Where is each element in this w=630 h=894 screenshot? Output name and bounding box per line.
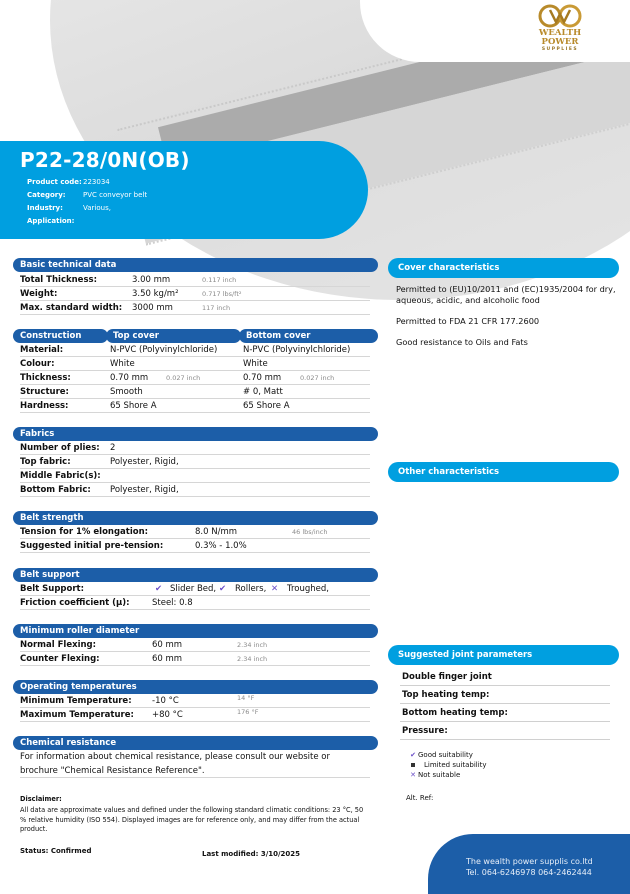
row-imperial: 0.117 inch xyxy=(202,276,237,284)
construction-table xyxy=(20,343,370,413)
section-belt-strength: Belt strength xyxy=(13,511,378,525)
company-name: The wealth power supplis co.ltd xyxy=(466,857,593,866)
row-imperial: 14 °F xyxy=(237,694,255,702)
row-label: Suggested initial pre-tension: xyxy=(20,541,164,551)
row-imperial: 2.34 inch xyxy=(237,641,268,649)
alt-ref: Alt. Ref: xyxy=(406,794,434,802)
table-row xyxy=(20,708,370,722)
row-label: Thickness: xyxy=(20,373,71,383)
disclaimer-heading: Disclaimer: xyxy=(20,795,62,803)
brand-name: WEALTH POWER xyxy=(538,28,582,47)
bottom-value: 0.70 mm xyxy=(243,373,282,383)
row-value: Polyester, Rigid, xyxy=(110,485,179,495)
row-label: Minimum Temperature: xyxy=(20,696,132,706)
legend-not: Not suitable xyxy=(418,771,461,779)
section-top-cover: Top cover xyxy=(106,329,241,343)
support-slider-bed: Slider Bed, xyxy=(170,584,217,594)
joint-row: Double finger joint xyxy=(400,668,610,686)
row-label: Tension for 1% elongation: xyxy=(20,527,149,537)
row-label: Structure: xyxy=(20,387,69,397)
table-row xyxy=(20,525,370,539)
cover-paragraph: Permitted to FDA 21 CFR 177.2600 xyxy=(396,316,540,326)
table-row xyxy=(20,301,370,315)
chemical-text-line: For information about chemical resistance, please consult our website or xyxy=(20,752,330,762)
row-label: Maximum Temperature: xyxy=(20,710,134,720)
check-icon: ✔ xyxy=(155,584,163,594)
table-row xyxy=(20,694,370,708)
section-fabrics: Fabrics xyxy=(13,427,378,441)
table-row xyxy=(20,385,370,399)
suitability-legend xyxy=(408,750,487,780)
industry-value: Various, xyxy=(83,204,111,212)
disclaimer xyxy=(20,795,370,835)
row-label: Friction coefficient (μ): xyxy=(20,598,130,608)
category-value: PVC conveyor belt xyxy=(83,191,148,199)
support-rollers: Rollers, xyxy=(235,584,267,594)
row-value: 3000 mm xyxy=(132,303,173,313)
chemical-line-2 xyxy=(20,764,370,778)
top-imperial: 0.027 inch xyxy=(166,374,201,382)
row-label: Total Thickness: xyxy=(20,275,97,285)
section-bottom-cover: Bottom cover xyxy=(239,329,378,343)
row-label: Middle Fabric(s): xyxy=(20,471,101,481)
product-header xyxy=(0,141,368,239)
chemical-text xyxy=(20,750,370,778)
product-title: P22-28/0N(OB) xyxy=(20,148,190,172)
row-value: 60 mm xyxy=(152,654,183,664)
joint-row: Pressure: xyxy=(400,722,610,740)
logo-mark-icon xyxy=(538,4,582,28)
table-row xyxy=(20,357,370,371)
table-row xyxy=(20,652,370,666)
joint-table xyxy=(400,668,610,740)
company-phone: Tel. 064-6246978 064-2462444 xyxy=(466,868,592,877)
brand-logo xyxy=(520,4,600,53)
table-row xyxy=(20,596,370,610)
table-row xyxy=(20,273,370,287)
cover-paragraph: Permitted to (EU)10/2011 and (EC)1935/2004 for dry, aqueous, acidic, and alcoholic food xyxy=(396,284,616,305)
section-minimum-roller-diameter: Minimum roller diameter xyxy=(13,624,378,638)
strength-table xyxy=(20,525,370,553)
row-label: Normal Flexing: xyxy=(20,640,97,650)
top-value: 0.70 mm xyxy=(110,373,149,383)
row-label: Colour: xyxy=(20,359,55,369)
footer-contact xyxy=(428,834,630,894)
row-imperial: 2.34 inch xyxy=(237,655,268,663)
fabrics-table xyxy=(20,441,370,497)
industry-label: Industry: xyxy=(27,204,63,212)
row-value: 0.3% - 1.0% xyxy=(195,541,247,551)
row-label: Weight: xyxy=(20,289,58,299)
top-value: White xyxy=(110,359,135,369)
row-label: Hardness: xyxy=(20,401,69,411)
last-modified: Last modified: 3/10/2025 xyxy=(202,850,301,858)
check-icon: ✔ xyxy=(219,584,227,594)
table-row xyxy=(20,287,370,301)
temps-table xyxy=(20,694,370,722)
joint-row: Top heating temp: xyxy=(400,686,610,704)
section-belt-support: Belt support xyxy=(13,568,378,582)
top-value: N-PVC (Polyvinylchloride) xyxy=(110,345,218,355)
row-imperial: 176 °F xyxy=(237,708,259,716)
product-code-value: 223034 xyxy=(83,178,110,186)
row-value: Steel: 0.8 xyxy=(152,598,193,608)
row-label: Bottom Fabric: xyxy=(20,485,91,495)
roller-table xyxy=(20,638,370,666)
product-meta xyxy=(27,176,147,228)
table-row xyxy=(20,343,370,357)
category-label: Category: xyxy=(27,191,66,199)
bottom-imperial: 0.027 inch xyxy=(300,374,335,382)
section-suggested-joint-parameters: Suggested joint parameters xyxy=(388,645,619,665)
row-label: Belt Support: xyxy=(20,584,85,594)
top-value: 65 Shore A xyxy=(110,401,157,411)
row-value: -10 °C xyxy=(152,696,179,706)
table-row xyxy=(20,441,370,455)
table-row xyxy=(20,483,370,497)
section-other-characteristics: Other characteristics xyxy=(388,462,619,482)
status-text: Status: Confirmed xyxy=(20,847,92,855)
support-table xyxy=(20,582,370,610)
basic-table xyxy=(20,273,370,315)
table-row xyxy=(20,638,370,652)
table-row xyxy=(20,582,370,596)
section-cover-characteristics: Cover characteristics xyxy=(388,258,619,278)
support-troughed: Troughed, xyxy=(287,584,329,594)
chemical-text-line: brochure "Chemical Resistance Reference". xyxy=(20,766,205,776)
section-chemical-resistance: Chemical resistance xyxy=(13,736,378,750)
row-label: Counter Flexing: xyxy=(20,654,100,664)
row-label: Material: xyxy=(20,345,64,355)
section-operating-temperatures: Operating temperatures xyxy=(13,680,378,694)
bottom-value: White xyxy=(243,359,268,369)
table-row xyxy=(20,399,370,413)
row-imperial: 46 lbs/inch xyxy=(292,528,328,536)
cover-paragraph: Good resistance to Oils and Fats xyxy=(396,337,528,347)
bottom-value: # 0, Matt xyxy=(243,387,283,397)
bottom-value: N-PVC (Polyvinylchloride) xyxy=(243,345,351,355)
cover-characteristics-text xyxy=(396,284,621,358)
check-icon: ✔ xyxy=(410,751,416,759)
row-imperial: 0.717 lbs/ft² xyxy=(202,290,242,298)
cross-icon: ✕ xyxy=(271,584,279,594)
row-label: Max. standard width: xyxy=(20,303,123,313)
table-row xyxy=(20,455,370,469)
table-row xyxy=(20,469,370,483)
cross-icon: ✕ xyxy=(410,771,416,779)
disclaimer-text: All data are approximate values and defined under the following standard climatic conditions: 23 °C, 50 % relative humidity (ISO 554). Displayed images are for reference only, and may differ from the actual product. xyxy=(20,806,364,834)
top-value: Smooth xyxy=(110,387,143,397)
section-construction: Construction xyxy=(13,329,108,343)
square-icon xyxy=(408,760,418,770)
row-value: 2 xyxy=(110,443,116,453)
row-imperial: 117 inch xyxy=(202,304,231,312)
table-row xyxy=(20,539,370,553)
row-value: Polyester, Rigid, xyxy=(110,457,179,467)
legend-limited: Limited suitability xyxy=(424,761,487,769)
brand-sub: SUPPLIES xyxy=(541,47,579,52)
row-value: 60 mm xyxy=(152,640,183,650)
row-label: Top fabric: xyxy=(20,457,71,467)
legend-good: Good suitability xyxy=(418,751,473,759)
row-label: Number of plies: xyxy=(20,443,100,453)
joint-row: Bottom heating temp: xyxy=(400,704,610,722)
row-value: 3.00 mm xyxy=(132,275,171,285)
section-basic-technical-data: Basic technical data xyxy=(13,258,378,272)
row-value: 8.0 N/mm xyxy=(195,527,238,537)
chemical-line-1 xyxy=(20,750,370,764)
row-value: +80 °C xyxy=(152,710,183,720)
application-label: Application: xyxy=(27,217,75,225)
bottom-value: 65 Shore A xyxy=(243,401,290,411)
product-code-label: Product code: xyxy=(27,178,82,186)
row-value: 3.50 kg/m² xyxy=(132,289,179,299)
table-row xyxy=(20,371,370,385)
